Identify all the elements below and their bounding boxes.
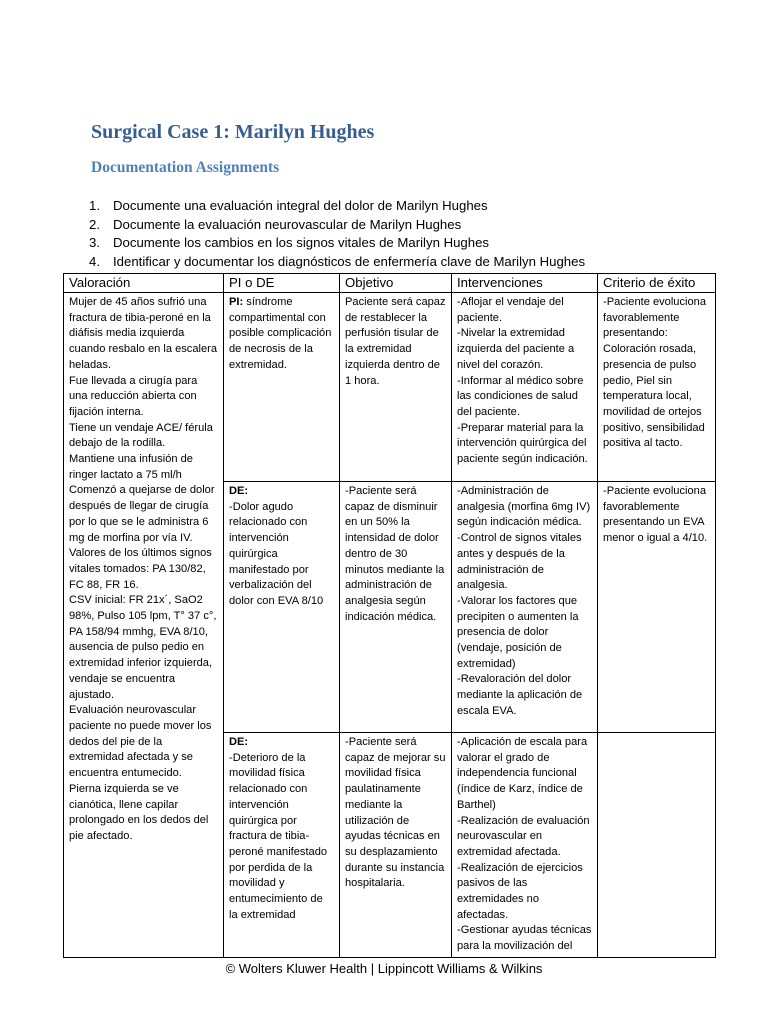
valoracion-line: CSV inicial: FR 21x´, SaO2 98%, Pulso 105 lpm, T° 37 c°, PA 158/94 mmhg, EVA 8/10, ausencia de pulso pedio en extremidad inferior izquierda, vendaje se encuentra ajustado. <box>69 594 217 701</box>
valoracion-line: Valores de los últimos signos vitales tomados: PA 130/82, FC 88, FR 16. <box>69 547 212 591</box>
pi-de-cell <box>224 733 340 958</box>
pi-de-text: síndrome compartimental con posible complicación de necrosis de la extremidad. <box>229 296 332 371</box>
intervencion-item: -Informar al médico sobre las condiciones de salud del paciente. <box>457 374 584 418</box>
copyright-footer: © Wolters Kluwer Health | Lippincott Williams & Wilkins <box>225 961 543 976</box>
intervencion-item: -Gestionar ayudas técnicas para la movilización del <box>457 924 592 953</box>
assignment-number: 2. <box>89 216 100 232</box>
intervenciones-cell <box>452 293 598 482</box>
header-objetivo: Objetivo <box>340 274 452 293</box>
header-valoracion: Valoración <box>64 274 224 293</box>
pi-de-cell <box>224 293 340 482</box>
assignment-text: Documente la evaluación neurovascular de Marilyn Hughes <box>113 216 462 232</box>
pi-de-label: DE: <box>229 736 249 748</box>
intervencion-item: -Aflojar el vendaje del paciente. <box>457 296 564 324</box>
pi-de-label: PI: <box>229 296 244 308</box>
intervencion-item: -Preparar material para la intervención quirúrgica del paciente según indicación. <box>457 421 588 466</box>
assignment-number: 3. <box>89 235 100 251</box>
pi-de-label: DE: <box>229 485 249 497</box>
intervencion-item: -Valorar los factores que precipiten o aumenten la presencia de dolor (vendaje, posición de extremidad) <box>457 594 579 670</box>
intervencion-item: -Administración de analgesia (morfina 6mg IV) según indicación médica. <box>457 485 591 529</box>
valoracion-line: Mantiene una infusión de ringer lactato a 75 ml/h <box>69 453 193 481</box>
valoracion-line: Evaluación neurovascular paciente no puede mover los dedos del pie de la extremidad afectada y se encuentra entumecido. <box>69 704 212 780</box>
valoracion-line: Fue llevada a cirugía para una reducción abierta con fijación interna. <box>69 374 198 418</box>
objetivo-cell: -Paciente será capaz de disminuir en un 50% la intensidad de dolor dentro de 30 minutos mediante la administración de analgesia según indicación médica. <box>340 482 452 733</box>
header-pi-de: PI o DE <box>224 274 340 293</box>
assignment-list <box>89 197 585 271</box>
criterio-cell: -Paciente evoluciona favorablemente presentando: Coloración rosada, presencia de pulso pedio, Piel sin temperatura local, movilidad de ortejos positivo, sensibilidad positiva al tacto. <box>598 293 716 482</box>
pi-de-text: -Dolor agudo relacionado con intervención quirúrgica manifestado por verbalización del dolor con EVA 8/10 <box>229 500 324 607</box>
assignment-text: Documente una evaluación integral del dolor de Marilyn Hughes <box>113 198 488 213</box>
valoracion-cell <box>64 293 224 958</box>
criterio-cell: -Paciente evoluciona favorablemente presentando un EVA menor o igual a 4/10. <box>598 482 716 733</box>
assignment-text: Identificar y documentar los diagnósticos de enfermería clave de Marilyn Hughes <box>113 253 586 269</box>
document-title: Surgical Case 1: Marilyn Hughes <box>91 121 375 143</box>
criterio-cell <box>598 733 716 958</box>
assignment-item <box>89 197 585 216</box>
header-intervenciones: Intervenciones <box>452 274 598 293</box>
valoracion-line: Tiene un vendaje ACE/ férula debajo de la rodilla. <box>69 421 213 450</box>
table-row <box>64 293 716 482</box>
assignment-item <box>89 253 585 272</box>
pi-de-text: -Deterioro de la movilidad física relacionado con intervención quirúrgica por fractura de tibia-peroné manifestado por perdida de la movilidad y entumecimiento de la extremidad <box>229 751 328 921</box>
intervenciones-cell <box>452 733 598 958</box>
document-subtitle: Documentation Assignments <box>91 159 280 176</box>
header-criterio: Criterio de éxito <box>598 274 716 293</box>
table-header-row <box>64 274 716 293</box>
assignment-item <box>89 216 585 235</box>
objetivo-cell: -Paciente será capaz de mejorar su movilidad física paulatinamente mediante la utilización de ayudas técnicas en su desplazamiento durante su instancia hospitalaria. <box>340 733 452 958</box>
valoracion-line: Mujer de 45 años sufrió una fractura de tibia-peroné en la diáfisis media izquierda cuando resbalo en la escalera heladas. <box>69 296 218 371</box>
assignment-item <box>89 234 585 253</box>
assignment-number: 4. <box>89 253 100 269</box>
intervencion-item: -Realización de ejercicios pasivos de las extremidades no afectadas. <box>457 861 583 921</box>
intervencion-item: -Control de signos vitales antes y después de la administración de analgesia. <box>457 532 582 592</box>
assignment-number: 1. <box>89 198 100 213</box>
valoracion-line: Comenzó a quejarse de dolor después de llegar de cirugía por lo que se le administra 6 mg de morfina por vía IV. <box>69 484 215 544</box>
assignment-text: Documente los cambios en los signos vitales de Marilyn Hughes <box>113 235 490 251</box>
intervencion-item: -Realización de evaluación neurovascular en extremidad afectada. <box>457 814 590 858</box>
pi-de-cell <box>224 482 340 733</box>
intervenciones-cell <box>452 482 598 733</box>
intervencion-item: -Aplicación de escala para valorar el grado de independencia funcional (índice de Karz, índice de Barthel) <box>457 736 588 811</box>
intervencion-item: -Nivelar la extremidad izquierda del paciente a nivel del corazón. <box>457 327 575 371</box>
intervencion-item: -Revaloración del dolor mediante la aplicación de escala EVA. <box>457 673 583 717</box>
valoracion-line: Pierna izquierda se ve cianótica, llene capilar prolongado en los dedos del pie afectado. <box>69 782 209 842</box>
nursing-care-table <box>63 273 716 958</box>
objetivo-cell: Paciente será capaz de restablecer la perfusión tisular de la extremidad izquierda dentro de 1 hora. <box>340 293 452 482</box>
